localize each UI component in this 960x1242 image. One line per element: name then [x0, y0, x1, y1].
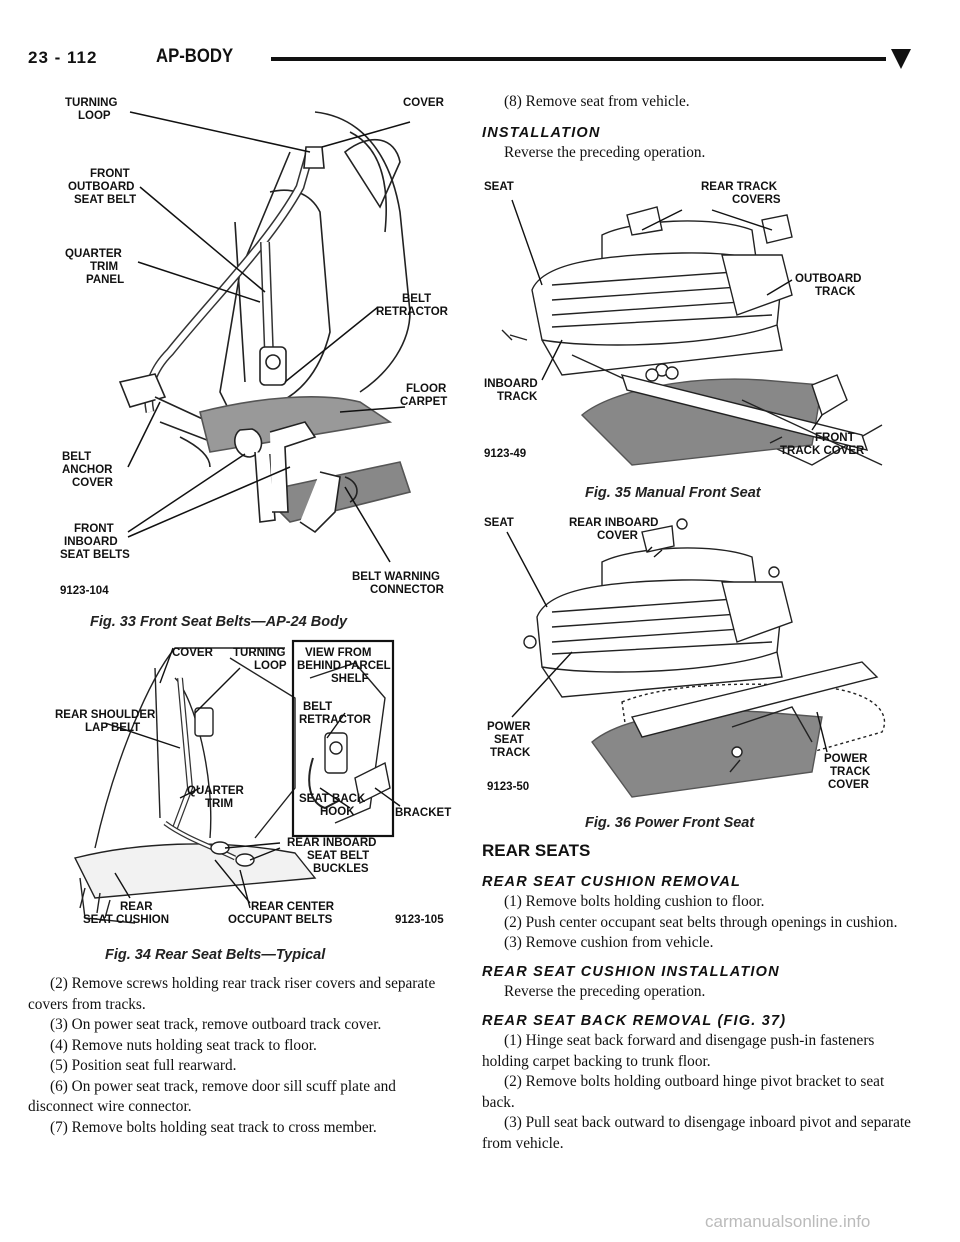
cushion-install-text: Reverse the preceding operation.	[504, 983, 706, 1000]
label-power-track-cover: POWER	[824, 753, 868, 765]
figure-35-manual-front-seat	[482, 175, 902, 475]
back-removal-step-2: (2) Remove bolts holding outboard hinge pivot bracket to seat back.	[482, 1073, 885, 1111]
svg-text:SEAT CUSHION: SEAT CUSHION	[83, 914, 170, 926]
label-outboard-track: OUTBOARD	[795, 273, 862, 285]
svg-text:COVER: COVER	[597, 530, 638, 542]
svg-text:LAP BELT: LAP BELT	[85, 722, 141, 734]
label-belt-warning-connector: BELT WARNING	[352, 571, 440, 583]
svg-text:COVER: COVER	[828, 779, 869, 791]
step-2: (2) Remove screws holding rear track riser covers and separate covers from tracks.	[28, 975, 436, 1013]
svg-text:SEAT: SEAT	[494, 734, 524, 746]
svg-text:COVER: COVER	[72, 477, 113, 489]
svg-text:RETRACTOR: RETRACTOR	[376, 306, 448, 318]
figure-code: 9123-105	[395, 914, 444, 926]
label-front-inboard-seat-belts: FRONT	[74, 523, 114, 535]
svg-text:TRACK: TRACK	[497, 391, 538, 403]
rear-seats-section	[482, 841, 912, 1154]
label-belt-retractor: BELT	[402, 293, 432, 305]
svg-text:COVERS: COVERS	[732, 194, 781, 206]
svg-text:OUTBOARD: OUTBOARD	[68, 181, 135, 193]
svg-text:SHELF: SHELF	[331, 673, 369, 685]
svg-text:CONNECTOR: CONNECTOR	[370, 584, 444, 596]
label-seat: SEAT	[484, 181, 514, 193]
cushion-removal-step-1: (1) Remove bolts holding cushion to floor.	[504, 893, 765, 910]
page-header	[28, 40, 932, 74]
label-belt-retractor: BELT	[303, 701, 333, 713]
svg-text:ANCHOR: ANCHOR	[62, 464, 113, 476]
label-rear-seat-cushion: REAR	[120, 901, 153, 913]
label-rear-inboard-cover: REAR INBOARD	[569, 517, 659, 529]
page-number: 23 - 112	[28, 48, 98, 67]
svg-text:HOOK: HOOK	[320, 806, 355, 818]
svg-text:TRACK COVER: TRACK COVER	[780, 445, 865, 457]
label-turning-loop: TURNING	[233, 647, 286, 659]
label-inboard-track: INBOARD	[484, 378, 538, 390]
svg-text:RETRACTOR: RETRACTOR	[299, 714, 371, 726]
chrysler-pentastar-icon	[891, 49, 911, 69]
label-power-seat-track: POWER	[487, 721, 531, 733]
rear-seats-heading: REAR SEATS	[482, 841, 591, 860]
cushion-removal-step-3: (3) Remove cushion from vehicle.	[504, 934, 714, 951]
label-turning-loop: TURNING	[65, 97, 118, 109]
svg-text:SEAT BELTS: SEAT BELTS	[60, 549, 130, 561]
back-removal-heading: REAR SEAT BACK REMOVAL (FIG. 37)	[482, 1012, 787, 1029]
watermark: carmanualsonline.info	[705, 1212, 871, 1231]
label-view-from-behind-parcel-shelf: VIEW FROM	[305, 647, 372, 659]
installation-heading: INSTALLATION	[482, 124, 601, 141]
label-rear-inboard-buckles: REAR INBOARD	[287, 837, 377, 849]
label-floor-carpet: FLOOR	[406, 383, 447, 395]
label-cover: COVER	[172, 647, 213, 659]
label-bracket: BRACKET	[395, 807, 452, 819]
svg-text:LOOP: LOOP	[78, 110, 111, 122]
cushion-install-heading: REAR SEAT CUSHION INSTALLATION	[482, 963, 780, 980]
figure-33-caption: Fig. 33 Front Seat Belts—AP-24 Body	[90, 614, 348, 630]
cushion-removal-step-2: (2) Push center occupant seat belts through openings in cushion.	[504, 913, 898, 931]
label-quarter-trim-panel: QUARTER	[65, 248, 122, 260]
svg-text:TRACK: TRACK	[490, 747, 531, 759]
svg-text:BEHIND PARCEL: BEHIND PARCEL	[297, 660, 391, 672]
svg-text:INBOARD: INBOARD	[64, 536, 118, 548]
label-seat-back-hook: SEAT BACK	[299, 793, 366, 805]
svg-text:PANEL: PANEL	[86, 274, 125, 286]
figure-code: 9123-49	[484, 448, 527, 460]
figure-36-caption: Fig. 36 Power Front Seat	[585, 815, 755, 831]
svg-text:BUCKLES: BUCKLES	[313, 863, 369, 875]
svg-text:SEAT BELT: SEAT BELT	[307, 850, 370, 862]
figure-code: 9123-104	[60, 585, 109, 597]
svg-text:LOOP: LOOP	[254, 660, 287, 672]
step-6: (6) On power seat track, remove door sill scuff plate and disconnect wire connector.	[28, 1077, 396, 1115]
figure-code: 9123-50	[487, 781, 530, 793]
label-seat: SEAT	[484, 517, 514, 529]
figure-34-caption: Fig. 34 Rear Seat Belts—Typical	[105, 947, 326, 963]
back-removal-step-1: (1) Hinge seat back forward and disengage push-in fasteners holding carpet backing to trunk floor.	[482, 1032, 875, 1070]
cushion-removal-heading: REAR SEAT CUSHION REMOVAL	[482, 873, 742, 890]
label-belt-anchor-cover: BELT	[62, 451, 92, 463]
header-rule	[271, 57, 886, 61]
svg-text:TRACK: TRACK	[830, 766, 871, 778]
label-rear-track-covers: REAR TRACK	[701, 181, 778, 193]
label-rear-shoulder-lap-belt: REAR SHOULDER	[55, 709, 156, 721]
step-3: (3) On power seat track, remove outboard track cover.	[50, 1016, 382, 1033]
svg-text:TRIM: TRIM	[205, 798, 234, 810]
step-7: (7) Remove bolts holding seat track to cross member.	[50, 1118, 377, 1136]
figure-35-caption: Fig. 35 Manual Front Seat	[585, 485, 761, 501]
section-name: AP-BODY	[156, 46, 234, 67]
svg-text:TRIM: TRIM	[90, 261, 119, 273]
installation-text: Reverse the preceding operation.	[504, 144, 706, 161]
label-quarter-trim: QUARTER	[187, 785, 244, 797]
step-5: (5) Position seat full rearward.	[50, 1057, 237, 1074]
label-cover: COVER	[403, 97, 444, 109]
svg-text:SEAT BELT: SEAT BELT	[74, 194, 137, 206]
step-4: (4) Remove nuts holding seat track to floor.	[50, 1036, 317, 1054]
figure-36-power-front-seat	[482, 512, 902, 807]
step-8: (8) Remove seat from vehicle.	[504, 93, 690, 110]
svg-text:TRACK: TRACK	[815, 286, 856, 298]
figure-33-front-seat-belts	[60, 92, 460, 607]
left-column-text	[28, 974, 456, 1138]
svg-text:CARPET: CARPET	[400, 396, 448, 408]
label-rear-center-occupant-belts: REAR CENTER	[251, 901, 335, 913]
right-top-text	[482, 92, 910, 164]
figure-34-rear-seat-belts	[55, 638, 465, 938]
label-front-outboard: FRONT	[90, 168, 130, 180]
label-front-track-cover: FRONT	[815, 432, 855, 444]
svg-text:OCCUPANT BELTS: OCCUPANT BELTS	[228, 914, 333, 926]
back-removal-step-3: (3) Pull seat back outward to disengage inboard pivot and separate from vehicle.	[482, 1114, 911, 1152]
